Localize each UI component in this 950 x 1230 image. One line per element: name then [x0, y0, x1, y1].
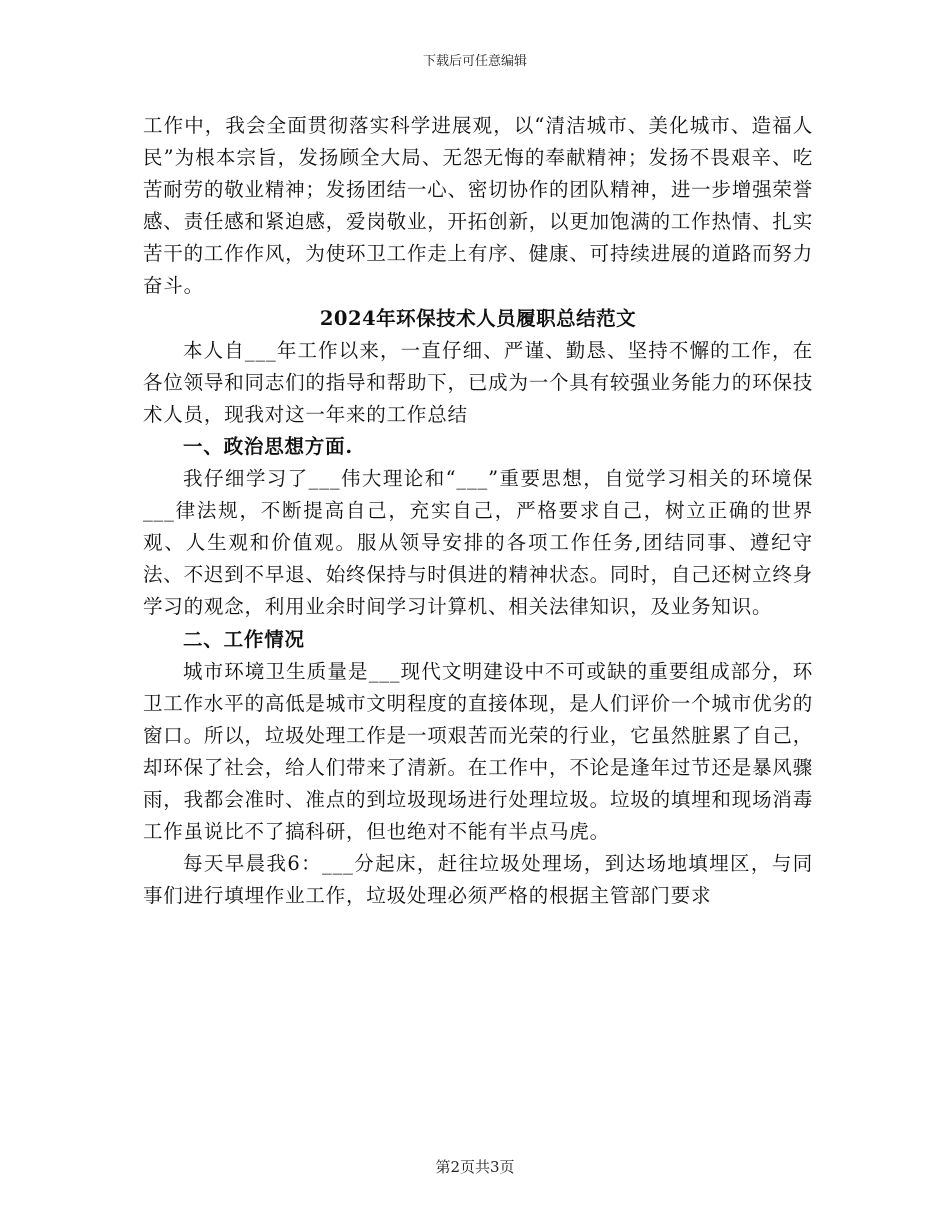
- paragraph-work-1: 城市环境卫生质量是___现代文明建设中不可或缺的重要组成部分，环卫工作水平的高低是城市文明程度的直接体现，是人们评价一个城市优劣的窗口。所以，垃圾处理工作是一项艰苦而光荣的行业，它虽然脏累了自己，却环保了社会，给人们带来了清新。在工作中，不论是逢年过节还是暴风骤雨，我都会准时、准点的到垃圾现场进行处理垃圾。垃圾的填埋和现场消毒工作虽说比不了搞科研，但也绝对不能有半点马虎。: [143, 659, 813, 844]
- paragraph-work-2: 每天早晨我6：___分起床，赶往垃圾处理场，到达场地填埋区，与同事们进行填埋作业工作，垃圾处理必须严格的根据主管部门要求: [143, 852, 813, 908]
- paragraph-intro-summary: 本人自___年工作以来，一直仔细、严谨、勤恳、坚持不懈的工作，在各位领导和同志们的指导和帮助下，已成为一个具有较强业务能力的环保技术人员，现我对这一年来的工作总结: [143, 338, 813, 426]
- paragraph-politics: 我仔细学习了___伟大理论和“___”重要思想，自觉学习相关的环境保___律法规，不断提高自己，充实自己，严格要求自己，树立正确的世界观、人生观和价值观。服从领导安排的各项工作任务,团结同事、遵纪守法、不迟到不早退、始终保持与时俱进的精神状态。同时，自己还树立终身学习的观念，利用业余时间学习计算机、相关法律知识，及业务知识。: [143, 467, 813, 619]
- intro-paragraph: 工作中，我会全面贯彻落实科学进展观，以“清洁城市、美化城市、造福人民”为根本宗旨，发扬顾全大局、无怨无悔的奉献精神；发扬不畏艰辛、吃苦耐劳的敬业精神；发扬团结一心、密切协作的团队精神，进一步增强荣誉感、责任感和紧迫感，爱岗敬业，开拓创新，以更加饱满的工作热情、扎实苦干的工作作风，为使环卫工作走上有序、健康、可持续进展的道路而努力奋斗。: [143, 114, 813, 298]
- section-heading-politics: 一、政治思想方面.: [183, 434, 353, 458]
- page-footer: 第2页共3页: [435, 1158, 515, 1176]
- page-header: 下载后可任意编辑: [422, 54, 527, 69]
- document-body: [143, 110, 813, 912]
- section-heading-work: 二、工作情况: [183, 627, 305, 651]
- document-title: 2024年环保技术人员履职总结范文: [319, 306, 637, 330]
